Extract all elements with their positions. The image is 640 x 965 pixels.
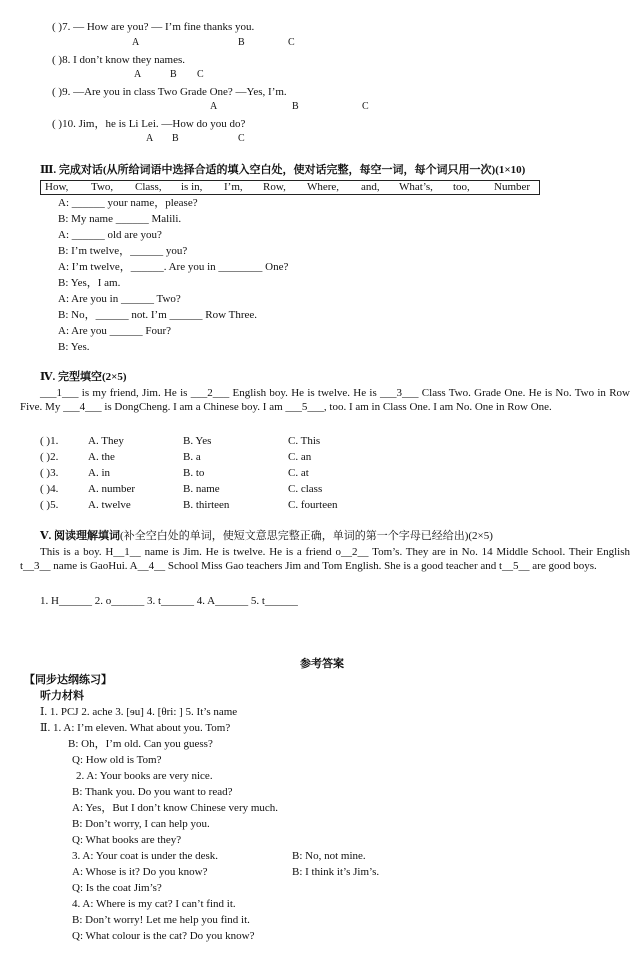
- dialog-line: B: Yes，I am.: [58, 277, 121, 289]
- listening-line: Q: Is the coat Jim’s?: [72, 882, 162, 894]
- option-b: B. Yes: [183, 435, 212, 447]
- q9-letter-c: C: [362, 101, 369, 112]
- listening-line: 2. A: Your books are very nice.: [76, 770, 213, 782]
- word-bank: [40, 180, 540, 195]
- section-5-title: [40, 529, 493, 543]
- option-c: C. This: [288, 435, 321, 447]
- dialog-line: B: I’m twelve，______ you?: [58, 245, 188, 257]
- listening-line: Ⅱ. 1. A: I’m eleven. What about you. Tom?: [40, 722, 231, 734]
- listening-line: B: Thank you. Do you want to read?: [72, 786, 233, 798]
- listening-line: 4. A: Where is my cat? I can’t find it.: [72, 898, 236, 910]
- word-bank-item: How,: [45, 181, 69, 193]
- listening-line: B: Don’t worry, I can help you.: [72, 818, 210, 830]
- option-a: A. They: [88, 435, 124, 447]
- dialog-line: A: Are you in ______ Two?: [58, 293, 181, 305]
- option-row-number: ( )2.: [40, 451, 59, 463]
- option-c: C. fourteen: [288, 499, 338, 511]
- q8-letter-a: A: [134, 69, 142, 80]
- q9-text: ( )9. —Are you in class Two Grade One? —Yes, I’m.: [52, 86, 287, 98]
- section-5-title-bold: Ⅴ. 阅读理解填词: [40, 530, 121, 542]
- listening-line: B: No, not mine.: [292, 850, 366, 862]
- word-bank-item: and,: [361, 181, 380, 193]
- dialog-line: A: ______ old are you?: [58, 229, 162, 241]
- word-bank-item: Where,: [307, 181, 340, 193]
- listening-line: A: Yes，But I don’t know Chinese very much.: [72, 802, 279, 814]
- option-c: C. at: [288, 467, 309, 479]
- word-bank-item: is in,: [181, 181, 203, 193]
- word-bank-item: too,: [453, 181, 470, 193]
- option-b: B. thirteen: [183, 499, 230, 511]
- word-bank-item: Class,: [135, 181, 162, 193]
- dialog-line: B: My name ______ Malili.: [58, 213, 182, 225]
- dialog-line: B: No，______ not. I’m ______ Row Three.: [58, 309, 258, 321]
- listening-line: B: Don’t worry! Let me help you find it.: [72, 914, 250, 926]
- section-3-title: Ⅲ. 完成对话(从所给词语中选择合适的填入空白处，使对话完整，每空一词，每个词只用一次)(1×10): [40, 164, 526, 176]
- dialog-line: A: I’m twelve，______. Are you in ________ One?: [58, 261, 289, 273]
- option-a: A. the: [88, 451, 115, 463]
- q8-text: ( )8. I don’t know they names.: [52, 54, 185, 66]
- q7-text: ( )7. — How are you? — I’m fine thanks you.: [52, 21, 255, 33]
- word-bank-item: I’m,: [224, 181, 243, 193]
- option-a: A. number: [88, 483, 136, 495]
- q9-letter-b: B: [292, 101, 299, 112]
- section-5-title-rest: (补全空白处的单词，使短文意思完整正确，单词的第一个字母已经给出)(2×5): [120, 530, 493, 542]
- q7-letter-a: A: [132, 37, 140, 48]
- option-c: C. class: [288, 483, 323, 495]
- word-bank-item: Row,: [263, 181, 286, 193]
- q10-text: ( )10. Jim，he is Li Lei. —How do you do?: [52, 118, 246, 130]
- reading-passage: This is a boy. H__1__ name is Jim. He is twelve. He is a friend o__2__ Tom’s. They are in No. 14 Middle School. Their English t__3__ name is GaoHui. A__4__ School Miss Gao teachers Jim and Tom English. She is a good teacher and t__5__ are good boys.: [20, 546, 630, 572]
- option-row-number: ( )5.: [40, 499, 59, 511]
- option-a: A. in: [88, 467, 110, 479]
- answer-key-title: 参考答案: [300, 658, 344, 670]
- q8-letter-c: C: [197, 69, 204, 80]
- q10-letter-c: C: [238, 133, 245, 144]
- listening-line: Q: What colour is the cat? Do you know?: [72, 930, 255, 942]
- cloze-passage: ___1___ is my friend, Jim. He is ___2___ English boy. He is twelve. He is ___3___ Class Two. Grade One. He is No. Two in Row Five. My ___4___ is DongCheng. I am a Chinese boy. I am ___5___, too. I am in Class One. I am No. One in Row One.: [20, 387, 630, 413]
- listening-line: B: Oh，I’m old. Can you guess?: [68, 738, 213, 750]
- listening-line: 3. A: Your coat is under the desk.: [72, 850, 219, 862]
- option-c: C. an: [288, 451, 312, 463]
- option-b: B. name: [183, 483, 220, 495]
- dialog-line: B: Yes.: [58, 341, 90, 353]
- word-bank-item: Number: [494, 181, 531, 193]
- option-b: B. to: [183, 467, 205, 479]
- listening-heading: 听力材料: [40, 690, 84, 702]
- dialog-line: A: Are you ______ Four?: [58, 325, 172, 337]
- answer-key-tag: 【同步达纲练习】: [24, 674, 112, 686]
- answer-line-i: Ⅰ. 1. PCJ 2. ache 3. [ɘu] 4. [θri: ] 5. It’s name: [40, 706, 238, 718]
- section-4-title: Ⅳ. 完型填空(2×5): [40, 371, 127, 383]
- option-row-number: ( )1.: [40, 435, 59, 447]
- listening-line: A: Whose is it? Do you know?: [72, 866, 208, 878]
- option-b: B. a: [183, 451, 201, 463]
- listening-line: Q: What books are they?: [72, 834, 182, 846]
- q10-letter-b: B: [172, 133, 179, 144]
- q7-letter-c: C: [288, 37, 295, 48]
- word-bank-item: Two,: [91, 181, 114, 193]
- word-bank-item: What’s,: [399, 181, 433, 193]
- option-a: A. twelve: [88, 499, 131, 511]
- dialog-line: A: ______ your name，please?: [58, 197, 198, 209]
- q9-letter-a: A: [210, 101, 218, 112]
- q8-letter-b: B: [170, 69, 177, 80]
- q7-letter-b: B: [238, 37, 245, 48]
- option-row-number: ( )4.: [40, 483, 59, 495]
- q10-letter-a: A: [146, 133, 154, 144]
- reading-answer-blanks: 1. H______ 2. o______ 3. t______ 4. A______ 5. t______: [40, 595, 298, 607]
- listening-line: Q: How old is Tom?: [72, 754, 162, 766]
- option-row-number: ( )3.: [40, 467, 59, 479]
- listening-line: B: I think it’s Jim’s.: [292, 866, 380, 878]
